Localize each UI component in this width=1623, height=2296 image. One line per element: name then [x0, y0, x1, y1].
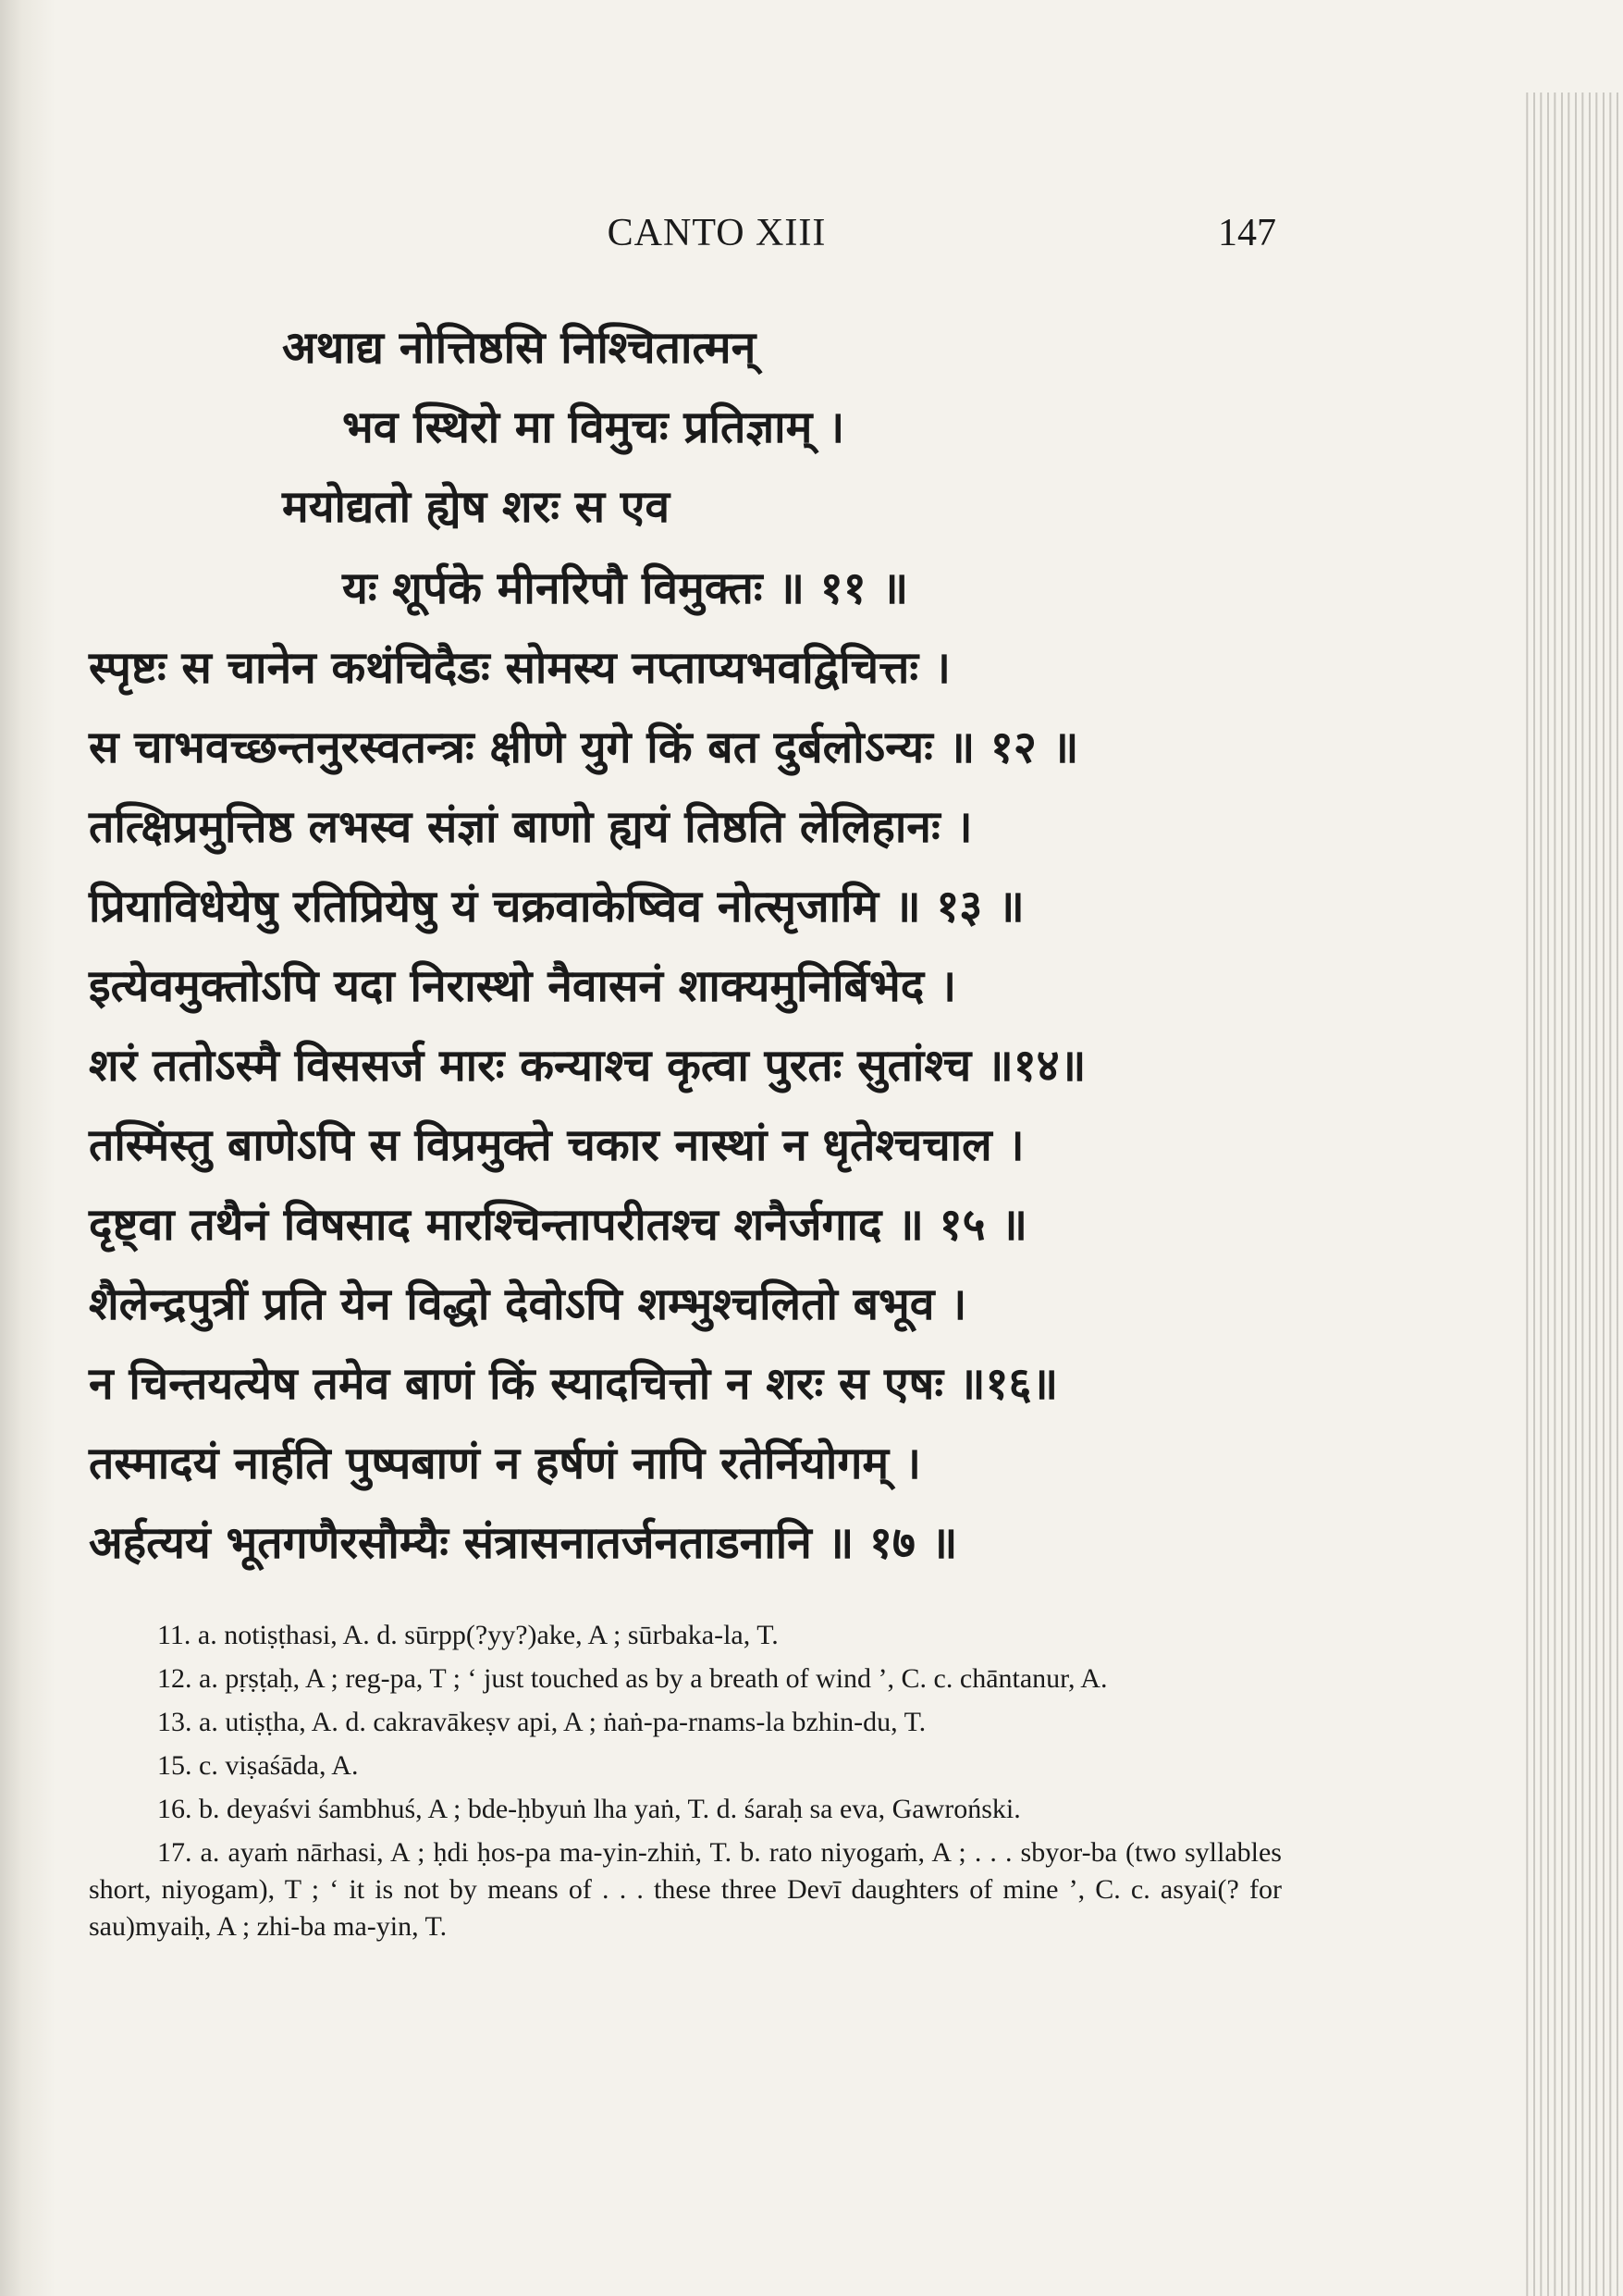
page-edge-right [1521, 93, 1623, 2296]
verse-line: तत्क्षिप्रमुत्तिष्ठ लभस्व संज्ञां बाणो ह्ययं तिष्ठति लेलिहानः । [89, 801, 973, 853]
verse-line: शैलेन्द्रपुत्रीं प्रति येन विद्धो देवोऽपि शम्भुश्चलितो बभूव । [89, 1278, 967, 1330]
page-number: 147 [1218, 212, 1276, 254]
verse-line: यः शूर्पके मीनरिपौ विमुक्तः ॥ ११ ॥ [342, 562, 909, 614]
verse-line: प्रियाविधेयेषु रतिप्रियेषु यं चक्रवाकेष्विव नोत्सृजामि ॥ १३ ॥ [89, 881, 1025, 932]
verse-line: दृष्ट्वा तथैनं विषसाद मारश्चिन्तापरीतश्च शनैर्जगाद ॥ १५ ॥ [89, 1199, 1028, 1251]
verse-line: इत्येवमुक्तोऽपि यदा निरास्थो नैवासनं शाक्यमुनिर्बिभेद । [89, 960, 957, 1012]
verse-line: शरं ततोऽस्मै विससर्ज मारः कन्याश्च कृत्वा पुरतः सुतांश्च ॥१४॥ [89, 1040, 1087, 1092]
footnote: 17. a. ayaṁ nārhasi, A ; ḥdi ḥos-pa ma-yin-zhiṅ, T. b. rato niyogaṁ, A ; . . . sbyor-ba (two syllables short, niyogam), T ; ‘ it is not by means of . . . these three Devī daughters of mine ’, C. c. asyai(? for sau)myaiḥ, A ; zhi-ba ma-yin, T. [89, 1837, 1282, 1942]
footnote: 16. b. deyaśvi śambhuś, A ; bde-ḥbyuṅ lha yaṅ, T. d. śaraḥ sa eva, Gawroński. [157, 1794, 1021, 1824]
footnote: 12. a. pṛṣṭaḥ, A ; reg-pa, T ; ‘ just touched as by a breath of wind ’, C. c. chāntanur, A. [157, 1663, 1108, 1694]
verse-line: भव स्थिरो मा विमुचः प्रतिज्ञाम् । [342, 401, 845, 453]
footnote: 11. a. notiṣṭhasi, A. d. sūrpp(?yy?)ake, A ; sūrbaka-la, T. [157, 1620, 779, 1650]
canto-title: CANTO XIII [607, 212, 827, 254]
verse-line: तस्मादयं नार्हति पुष्पबाणं न हर्षणं नापि रतेर्नियोगम् । [89, 1438, 921, 1489]
verse-line: मयोद्यतो ह्येष शरः स एव [282, 481, 670, 533]
running-header [157, 211, 1276, 266]
verse-line: न चिन्तयत्येष तमेव बाणं किं स्यादचित्तो न शरः स एषः ॥१६॥ [89, 1358, 1059, 1410]
footnotes [89, 1617, 1282, 1952]
footnote: 15. c. viṣaśāda, A. [157, 1750, 359, 1781]
verse-line: स चाभवच्छन्तनुरस्वतन्त्रः क्षीणे युगे किं बत दुर्बलोऽन्यः ॥ १२ ॥ [89, 722, 1079, 773]
verse-line: अर्हत्ययं भूतगणैरसौम्यैः संत्रासनातर्जनताडनानि ॥ १७ ॥ [89, 1517, 958, 1569]
verse-line: स्पृष्टः स चानेन कथंचिदैडः सोमस्य नप्ताप्यभवद्विचित्तः । [89, 642, 951, 694]
verse-line: अथाद्य नोत्तिष्ठसि निश्चितात्मन् [282, 322, 756, 374]
footnote: 13. a. utiṣṭha, A. d. cakravākeṣv api, A ; ṅaṅ-pa-rnams-la bzhin-du, T. [157, 1707, 927, 1737]
verse-line: तस्मिंस्तु बाणेऽपि स विप्रमुक्ते चकार नास्थां न धृतेश्चचाल । [89, 1119, 1025, 1171]
page-edge-left [0, 0, 55, 2296]
